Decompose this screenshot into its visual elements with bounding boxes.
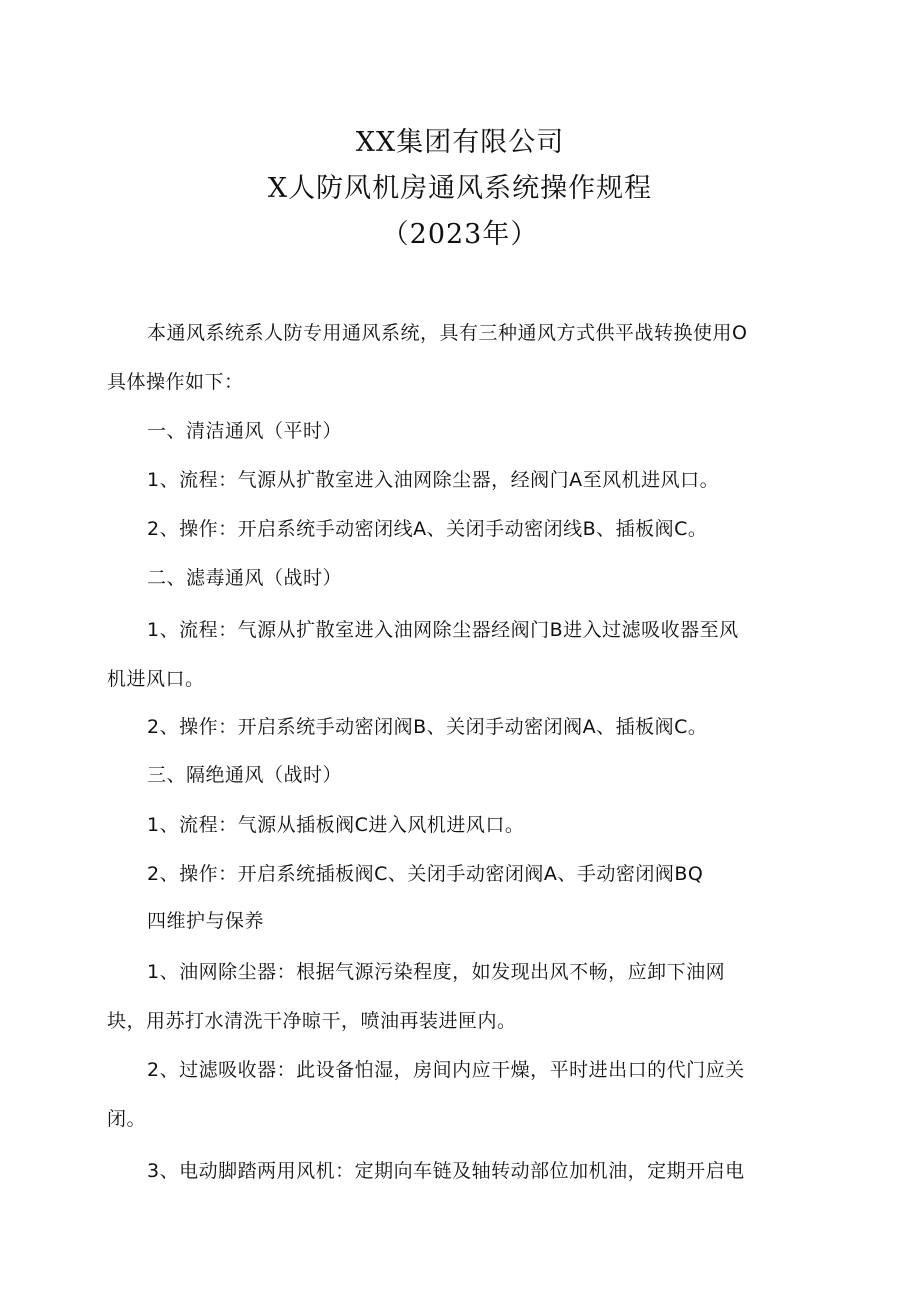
section-3-item-2: 2、操作：开启系统插板阀C、关闭手动密闭阀A、手动密闭阀BQ	[147, 863, 704, 885]
section-1-heading: 一、清洁通风（平时）	[147, 420, 343, 442]
intro-paragraph-line-2: 具体操作如下：	[107, 371, 244, 393]
intro-paragraph-line-1: 本通风系统系人防专用通风系统，具有三种通风方式供平战转换使用O	[147, 322, 748, 344]
section-1-item-1: 1、流程：气源从扩散室进入油网除尘器，经阀门A至风机进风口。	[147, 469, 720, 491]
section-4-item-2-line-2: 闭。	[107, 1108, 147, 1130]
title-subject: X人防风机房通风系统操作规程	[267, 173, 653, 204]
section-2-item-2: 2、操作：开启系统手动密闭阀B、关闭手动密闭阀A、插板阀C。	[147, 716, 708, 738]
section-3-heading: 三、隔绝通风（战时）	[147, 764, 343, 786]
section-1-item-2: 2、操作：开启系统手动密闭线A、关闭手动密闭线B、插板阀C。	[147, 518, 708, 540]
title-year: （2023年）	[381, 219, 539, 250]
section-4-item-1-line-1: 1、油网除尘器：根据气源污染程度，如发现出风不畅，应卸下油网	[147, 961, 726, 983]
section-2-item-1-line-1: 1、流程：气源从扩散室进入油网除尘器经阀门B进入过滤吸收器至风	[147, 619, 739, 641]
section-2-heading: 二、滤毒通风（战时）	[147, 567, 343, 589]
title-company: XX集团有限公司	[355, 127, 565, 158]
section-3-item-1: 1、流程：气源从插板阀C进入风机进风口。	[147, 814, 525, 836]
section-4-item-2-line-1: 2、过滤吸收器：此设备怕湿，房间内应干燥，平时进出口的代门应关	[147, 1059, 745, 1081]
section-4-heading: 四维护与保养	[147, 910, 265, 932]
section-4-item-3-line-1: 3、电动脚踏两用风机：定期向车链及轴转动部位加机油，定期开启电	[147, 1160, 745, 1182]
section-4-item-1-line-2: 块，用苏打水清洗干净晾干，喷油再装进匣内。	[107, 1010, 517, 1032]
section-2-item-1-line-2: 机进风口。	[107, 668, 205, 690]
